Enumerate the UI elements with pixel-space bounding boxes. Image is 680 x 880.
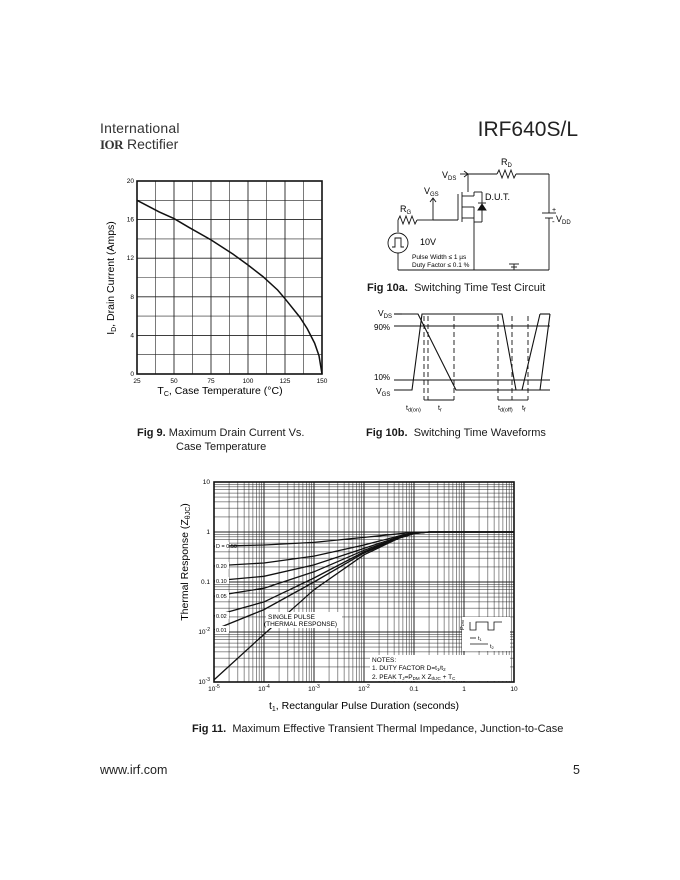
fig11-duty-label: 0.20: [216, 563, 227, 570]
fig11-y-tick-label: 1: [206, 529, 210, 536]
pulse-source-icon: [388, 233, 408, 253]
fig11-x-tick-label: 1: [462, 686, 466, 693]
fig10a-vds-label: $V_{DS}$: [442, 170, 457, 182]
fig11-y-tick-label: $10^{-2}$: [198, 627, 210, 636]
company-logo-rectifier: Rectifier: [126, 136, 179, 152]
fig11-duty-labels: [215, 542, 237, 634]
fig9-y-tick-label: 20: [126, 178, 134, 185]
fig9-chart: [100, 172, 340, 404]
fig11-duty-label: 0.10: [216, 578, 227, 585]
rd-resistor: [497, 170, 516, 178]
fig11-x-tick-label: 10: [510, 686, 518, 693]
footer-website: www.irf.com: [100, 763, 168, 777]
fig9-grid: [137, 181, 322, 374]
fig10a-duty-factor: Duty Factor ≤ 0.1 %: [412, 262, 470, 269]
fig11-t1-label: t1: [478, 636, 482, 642]
fig11-pdm-label: PDM: [460, 620, 466, 630]
fig9-tick-labels: [127, 178, 328, 385]
fig11-thermal-response-label: (THERMAL RESPONSE): [264, 621, 338, 628]
fig11-y-tick-label: $10^{-3}$: [198, 677, 210, 686]
fig10b-vds-label: $V_{DS}$: [378, 308, 393, 320]
company-logo-line1: International: [100, 120, 180, 136]
fig11-t2-label: t2: [490, 644, 494, 650]
fig11-notes-title: NOTES:: [372, 657, 397, 664]
fig11-single-pulse-label: SINGLE PULSE: [268, 614, 315, 621]
fig9-x-axis-label: TC, Case Temperature (°C): [157, 385, 283, 398]
fig9-y-tick-label: 8: [130, 293, 134, 301]
rg-resistor: [398, 216, 417, 224]
fig10b-caption: Fig 10b. Switching Time Waveforms: [366, 427, 546, 439]
fig10a-rg-label: $R_G$: [400, 204, 412, 216]
fig10b-10pct-label: 10%: [374, 373, 391, 382]
fig11-y-tick-label: 0.1: [200, 579, 210, 586]
fig10a-vdd-label: $V_{DD}$: [556, 214, 571, 226]
fig10a-source-voltage: 10V: [420, 237, 437, 247]
fig11-note1: 1. DUTY FACTOR D=t1/t2: [372, 665, 446, 672]
fig11-duty-label: 0.01: [216, 627, 227, 634]
fig11-y-tick-label: 10: [202, 479, 210, 486]
fig10b-td-on-label: $t_{d(on)}$: [406, 405, 421, 414]
fig9-x-tick-label: 150: [316, 378, 328, 385]
fig11-x-tick-label: $10^{-2}$: [358, 684, 370, 693]
fig11-x-axis-label: t1, Rectangular Pulse Duration (seconds): [268, 700, 460, 713]
fig9-y-tick-label: 12: [126, 255, 134, 263]
fig11-x-tick-label: $10^{-4}$: [258, 684, 270, 693]
fig10a-pulse-width: Pulse Width ≤ 1 µs: [412, 254, 467, 261]
fig11-y-axis-label: Thermal Response (ZθJC): [179, 503, 192, 621]
fig10b-waveforms: [372, 302, 562, 416]
fig9-x-tick-label: 75: [207, 378, 215, 385]
fig9-x-tick-label: 100: [242, 378, 254, 385]
vgs-waveform: [394, 314, 550, 390]
fig10b-vgs-label: $V_{GS}$: [376, 386, 391, 398]
fig10a-test-circuit: [378, 152, 571, 278]
fig9-y-tick-label: 4: [130, 332, 134, 340]
fig11-x-tick-label: 0.1: [409, 686, 419, 693]
fig10b-td-off-label: $t_{d(off)}$: [498, 405, 513, 414]
fig11-x-tick-label: $10^{-3}$: [308, 684, 320, 693]
fig11-duty-label: D = 0.50: [216, 544, 237, 551]
part-number: IRF640S/L: [477, 118, 578, 141]
fig11-x-tick-label: $10^{-5}$: [208, 684, 220, 693]
fig9-x-tick-label: 125: [279, 378, 291, 385]
company-logo-line2: [100, 136, 178, 153]
fig9-x-tick-label: 50: [170, 378, 178, 385]
fig11-caption: Fig 11. Maximum Effective Transient Thermal Impedance, Junction-to-Case: [192, 723, 564, 735]
fig10b-90pct-label: 90%: [374, 323, 391, 332]
fig10a-rd-label: $R_D$: [501, 157, 512, 169]
fig10a-dut-label: D.U.T.: [485, 192, 511, 202]
body-diode-icon: [478, 204, 486, 210]
fig9-y-tick-label: 0: [130, 371, 134, 378]
fig11-chart: [172, 472, 532, 714]
fig11-grid: [214, 482, 514, 682]
fig10a-plus-sign: +: [552, 207, 557, 214]
fig10a-vgs-label: $V_{GS}$: [424, 186, 439, 198]
footer-page-number: 5: [573, 763, 580, 777]
fig9-y-tick-label: 16: [126, 216, 134, 224]
fig9-x-tick-label: 25: [133, 378, 141, 385]
fig10a-minus-sign: -: [552, 217, 555, 226]
fig11-duty-label: 0.02: [216, 613, 227, 620]
fig10b-tr-label: $t_r$: [438, 405, 442, 414]
fig9-caption: Fig 9. Maximum Drain Current Vs. Case Temperature: [137, 427, 305, 453]
fig10b-tf-label: $t_f$: [522, 405, 526, 414]
fig11-duty-label: 0.05: [216, 594, 227, 601]
fig10a-caption: Fig 10a. Switching Time Test Circuit: [367, 282, 546, 294]
fig11-note2: 2. PEAK TJ=PDM X ZthJC + TC: [372, 674, 456, 681]
fig9-y-axis-label: ID, Drain Current (Amps): [105, 221, 118, 335]
ior-logo-mark: IOR: [100, 137, 124, 152]
